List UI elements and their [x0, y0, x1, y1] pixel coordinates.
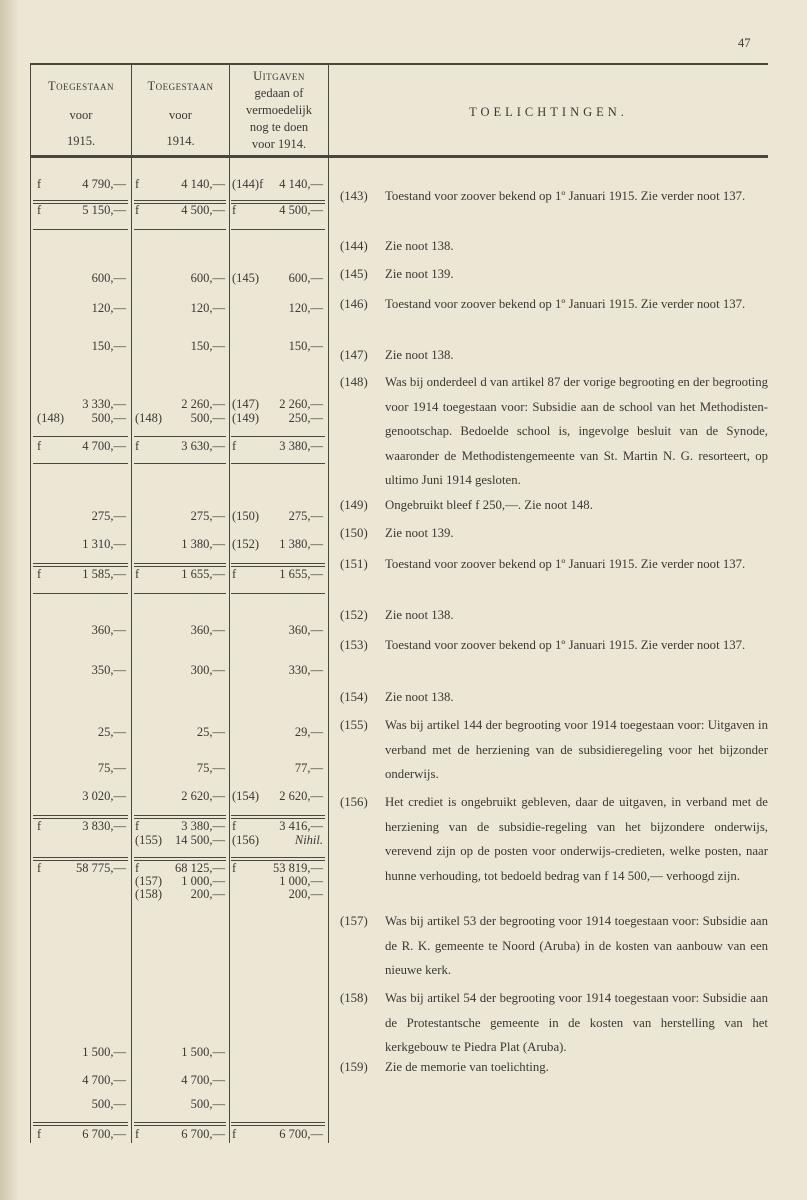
cell-prefix: (149)	[232, 411, 260, 425]
cell-prefix: f	[135, 861, 140, 875]
cell-prefix: (156)	[232, 833, 260, 847]
amount-cell: 1 500,—	[181, 1045, 225, 1059]
amount-cell: 275,—	[288, 509, 323, 523]
header-col2: Toegestaan voor 1914.	[147, 79, 214, 148]
amount-cell: 4 140,—	[181, 177, 225, 191]
note-number: (149)	[340, 498, 368, 512]
subtotal-rule	[33, 815, 128, 816]
cell-prefix: f	[135, 177, 140, 191]
subtotal-rule	[134, 1122, 226, 1123]
amount-cell: 120,—	[190, 301, 225, 315]
amount-cell: 4 500,—	[279, 203, 323, 217]
amount-cell: 150,—	[190, 339, 225, 353]
amount-cell: 4 500,—	[181, 203, 225, 217]
note-number: (145)	[340, 267, 368, 281]
subtotal-rule	[134, 857, 226, 858]
amount-cell: 1 000,—	[279, 874, 323, 888]
cell-prefix: f	[37, 177, 42, 191]
note-item	[340, 521, 768, 546]
note-text: Zie noot 138.	[385, 239, 454, 253]
note-number: (158)	[340, 991, 368, 1005]
amount-cell: 250,—	[288, 411, 323, 425]
amount-cell: 4 700,—	[181, 1073, 225, 1087]
amount-cell: 1 655,—	[181, 567, 225, 581]
amount-cell: 1 500,—	[82, 1045, 126, 1059]
amount-cell: 4 140,—	[279, 177, 323, 191]
amount-cell: 3 830,—	[82, 819, 126, 833]
note-item	[340, 713, 768, 787]
cell-prefix: f	[135, 567, 140, 581]
amount-cell: 275,—	[190, 509, 225, 523]
subtotal-rule	[134, 563, 226, 564]
note-text: Zie de memorie van toelichting.	[385, 1060, 549, 1074]
amount-cell: 200,—	[288, 887, 323, 901]
subtotal-rule	[33, 857, 128, 858]
amount-cell: 1 310,—	[82, 537, 126, 551]
amount-cell: 120,—	[288, 301, 323, 315]
cell-prefix: f	[232, 567, 237, 581]
amount-cell: 6 700,—	[82, 1127, 126, 1141]
cell-prefix: f	[37, 567, 42, 581]
note-text: Zie noot 139.	[385, 526, 454, 540]
note-text: Was bij artikel 54 der begrooting voor 1914 toegestaan voor: Subsidie aan de Protestantsche gemeente in de kosten van herstelling van het kerkgebouw te Piedra Plat (Aruba).	[385, 991, 768, 1055]
subtotal-rule	[134, 1125, 226, 1126]
subtotal-rule	[33, 200, 128, 201]
cell-prefix: (145)	[232, 271, 260, 285]
amount-cell: 4 700,—	[82, 1073, 126, 1087]
note-text: Zie noot 138.	[385, 608, 454, 622]
subtotal-rule	[231, 857, 325, 858]
cell-prefix: (157)	[135, 874, 163, 888]
amount-cell: 4 700,—	[82, 439, 126, 453]
amount-cell: 600,—	[190, 271, 225, 285]
column-divider-1	[131, 63, 132, 1143]
note-text: Ongebruikt bleef f 250,—. Zie noot 148.	[385, 498, 593, 512]
note-text: Toestand voor zoover bekend op 1º Januari 1915. Zie verder noot 137.	[385, 638, 746, 652]
cell-prefix: (152)	[232, 537, 260, 551]
amount-cell: 3 380,—	[279, 439, 323, 453]
cell-prefix: f	[232, 861, 237, 875]
amount-cell: 500,—	[91, 411, 126, 425]
subtotal-rule	[33, 436, 128, 437]
cell-prefix: (155)	[135, 833, 163, 847]
amount-cell: 6 700,—	[181, 1127, 225, 1141]
amount-cell: 6 700,—	[279, 1127, 323, 1141]
amount-cell: 330,—	[288, 663, 323, 677]
amount-cell: 500,—	[190, 411, 225, 425]
column-divider-3	[328, 63, 329, 1143]
cell-prefix: (147)	[232, 397, 260, 411]
subtotal-rule	[231, 200, 325, 201]
note-number: (147)	[340, 348, 368, 362]
note-number: (154)	[340, 690, 368, 704]
note-item	[340, 343, 768, 368]
subtotal-rule	[231, 815, 325, 816]
amount-cell: 1 380,—	[279, 537, 323, 551]
amount-cell: 4 790,—	[82, 177, 126, 191]
cell-prefix: (148)	[135, 411, 163, 425]
note-text: Zie noot 138.	[385, 348, 454, 362]
amount-cell: 120,—	[91, 301, 126, 315]
cell-prefix: (150)	[232, 509, 260, 523]
amount-cell: 1 380,—	[181, 537, 225, 551]
cell-prefix: (154)	[232, 789, 260, 803]
amount-cell: 200,—	[190, 887, 225, 901]
note-text: Toestand voor zoover bekend op 1º Januari 1915. Zie verder noot 137.	[385, 557, 746, 571]
note-text: Was bij artikel 144 der begrooting voor 1914 toegestaan voor: Uitgaven in verband met de herziening van de subsidieregeling voor het bijzonder onderwijs.	[385, 718, 768, 782]
header-col1: Toegestaan voor 1915.	[48, 79, 114, 148]
note-number: (159)	[340, 1060, 368, 1074]
amount-cell: 2 620,—	[181, 789, 225, 803]
note-item	[340, 790, 768, 888]
amount-cell: 1 000,—	[181, 874, 225, 888]
amount-cell: 77,—	[294, 761, 323, 775]
note-text: Het crediet is ongebruikt gebleven, daar de uitgaven, in verband met de herziening van de subsidie-regeling van het bijzondere onderwijs, verevend zijn op de posten voor onderwijs-credieten, welke posten, naar hunne verhouding, tot bedoeld bedrag van f 14 500,— verhoogd zijn.	[385, 795, 768, 883]
cell-prefix: f	[232, 1127, 237, 1141]
note-text: Toestand voor zoover bekend op 1º Januari 1915. Zie verder noot 137.	[385, 189, 746, 203]
header-col3: Uitgaven gedaan of vermoedelijk nog te doen voor 1914.	[246, 69, 312, 151]
subtotal-rule	[33, 1122, 128, 1123]
amount-cell: 360,—	[288, 623, 323, 637]
table-left-border	[30, 63, 31, 1143]
note-item	[340, 184, 768, 209]
subtotal-rule	[134, 463, 226, 464]
amount-cell: 3 020,—	[82, 789, 126, 803]
note-item	[340, 493, 768, 518]
cell-prefix: f	[135, 203, 140, 217]
note-text: Was bij artikel 53 der begrooting voor 1914 toegestaan voor: Subsidie aan de R. K. gemeente te Noord (Aruba) in de kosten van aanbouw van een nieuwe kerk.	[385, 914, 768, 978]
page-number: 47	[738, 36, 751, 50]
amount-cell: 68 125,—	[175, 861, 225, 875]
subtotal-rule	[33, 1125, 128, 1126]
subtotal-rule	[231, 463, 325, 464]
note-number: (150)	[340, 526, 368, 540]
amount-cell: 3 330,—	[82, 397, 126, 411]
subtotal-rule	[134, 229, 226, 230]
cell-prefix: (144)f	[232, 177, 264, 191]
note-item	[340, 552, 768, 577]
amount-cell: 75,—	[97, 761, 126, 775]
note-item	[340, 370, 768, 493]
note-item	[340, 633, 768, 658]
amount-cell: 2 260,—	[181, 397, 225, 411]
amount-cell: 25,—	[196, 725, 225, 739]
amount-cell: 1 655,—	[279, 567, 323, 581]
cell-prefix: f	[232, 203, 237, 217]
cell-prefix: f	[135, 819, 140, 833]
note-item	[340, 909, 768, 983]
note-number: (148)	[340, 375, 368, 389]
subtotal-rule	[134, 436, 226, 437]
table-header-rule	[30, 155, 768, 158]
cell-prefix: f	[232, 439, 237, 453]
cell-prefix: f	[37, 439, 42, 453]
cell-prefix: f	[232, 819, 237, 833]
cell-prefix: f	[37, 861, 42, 875]
subtotal-rule	[33, 229, 128, 230]
cell-prefix: (148)	[37, 411, 65, 425]
subtotal-rule	[231, 436, 325, 437]
header-col4: TOELICHTINGEN.	[469, 105, 628, 119]
amount-cell: 29,—	[294, 725, 323, 739]
note-item	[340, 1055, 768, 1080]
amount-cell: 275,—	[91, 509, 126, 523]
subtotal-rule	[231, 1125, 325, 1126]
note-item	[340, 685, 768, 710]
note-number: (151)	[340, 557, 368, 571]
amount-cell: 58 775,—	[76, 861, 126, 875]
amount-cell: 150,—	[288, 339, 323, 353]
amount-cell: 150,—	[91, 339, 126, 353]
subtotal-rule	[231, 1122, 325, 1123]
note-number: (155)	[340, 718, 368, 732]
cell-prefix: f	[135, 439, 140, 453]
note-text: Toestand voor zoover bekend op 1º Januari 1915. Zie verder noot 137.	[385, 297, 746, 311]
note-number: (153)	[340, 638, 368, 652]
note-number: (152)	[340, 608, 368, 622]
note-number: (156)	[340, 795, 368, 809]
amount-cell: 360,—	[91, 623, 126, 637]
note-text: Zie noot 139.	[385, 267, 454, 281]
note-item	[340, 986, 768, 1060]
table-top-rule	[30, 63, 768, 65]
cell-prefix: f	[37, 203, 42, 217]
subtotal-rule	[33, 563, 128, 564]
subtotal-rule	[231, 593, 325, 594]
amount-cell: 1 585,—	[82, 567, 126, 581]
amount-cell: 2 620,—	[279, 789, 323, 803]
subtotal-rule	[231, 229, 325, 230]
note-item	[340, 234, 768, 259]
amount-cell: 53 819,—	[273, 861, 323, 875]
amount-cell: 3 380,—	[181, 819, 225, 833]
note-item	[340, 603, 768, 628]
subtotal-rule	[134, 200, 226, 201]
cell-prefix: f	[135, 1127, 140, 1141]
subtotal-rule	[134, 593, 226, 594]
amount-cell: 600,—	[91, 271, 126, 285]
amount-cell: Nihil.	[294, 833, 323, 847]
note-number: (146)	[340, 297, 368, 311]
column-divider-2	[229, 63, 230, 1143]
cell-prefix: f	[37, 1127, 42, 1141]
note-number: (143)	[340, 189, 368, 203]
subtotal-rule	[231, 563, 325, 564]
amount-cell: 3 630,—	[181, 439, 225, 453]
note-text: Was bij onderdeel d van artikel 87 der vorige begrooting en der begrooting voor 1914 toegestaan voor: Subsidie aan de school van het Methodisten-genootschap. Bedoelde school is, ingevolge besluit van de Synode, waaronder de Methodistengemeente van St. Martin N. G. resorteert, op ultimo Juni 1914 gesloten.	[385, 375, 768, 488]
cell-prefix: (158)	[135, 887, 163, 901]
amount-cell: 75,—	[196, 761, 225, 775]
subtotal-rule	[33, 593, 128, 594]
amount-cell: 350,—	[91, 663, 126, 677]
amount-cell: 2 260,—	[279, 397, 323, 411]
note-item	[340, 292, 768, 317]
amount-cell: 360,—	[190, 623, 225, 637]
amount-cell: 3 416,—	[279, 819, 323, 833]
subtotal-rule	[134, 815, 226, 816]
note-item	[340, 262, 768, 287]
amount-cell: 500,—	[190, 1097, 225, 1111]
subtotal-rule	[33, 463, 128, 464]
amount-cell: 25,—	[97, 725, 126, 739]
amount-cell: 500,—	[91, 1097, 126, 1111]
amount-cell: 600,—	[288, 271, 323, 285]
cell-prefix: f	[37, 819, 42, 833]
note-text: Zie noot 138.	[385, 690, 454, 704]
amount-cell: 300,—	[190, 663, 225, 677]
amount-cell: 5 150,—	[82, 203, 126, 217]
amount-cell: 14 500,—	[175, 833, 225, 847]
note-number: (144)	[340, 239, 368, 253]
note-number: (157)	[340, 914, 368, 928]
